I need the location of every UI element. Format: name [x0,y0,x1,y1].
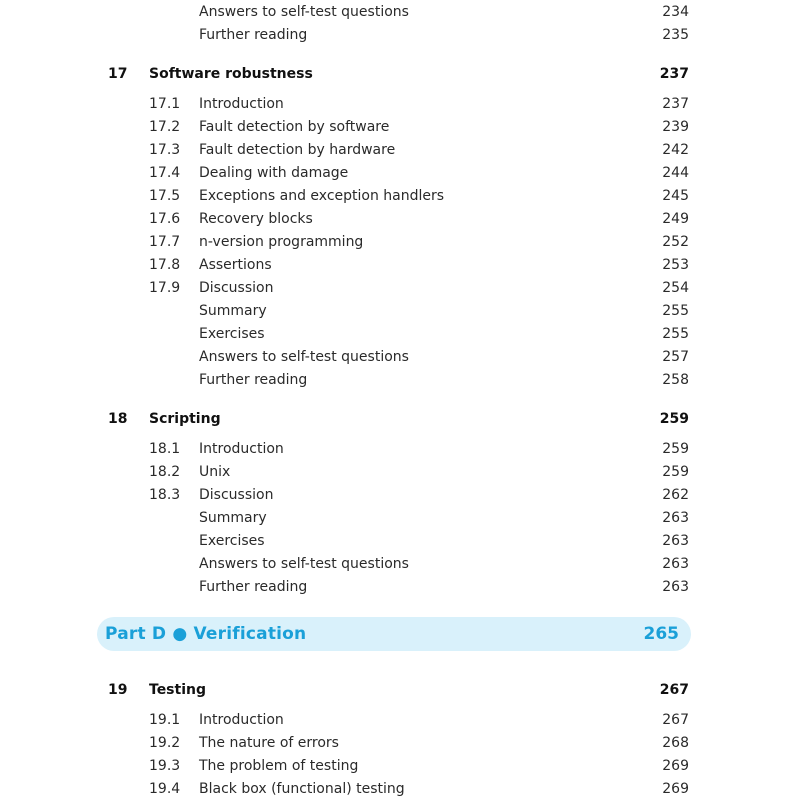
section-title: Summary [199,303,267,319]
section-title: Answers to self-test questions [199,556,409,572]
chapter-number: 17 [108,66,128,82]
section-title: Black box (functional) testing [199,781,405,797]
section-number: 19.2 [149,735,181,751]
entry-page: 234 [662,4,689,20]
section-number: 17.5 [149,188,181,204]
section-number: 17.2 [149,119,181,135]
section-number: 19.4 [149,781,181,797]
section-number: 17.6 [149,211,181,227]
section-entry [0,185,800,207]
section-entry [0,162,800,184]
section-page: 259 [662,441,689,457]
section-entry [0,116,800,138]
section-page: 242 [662,142,689,158]
section-title: Introduction [199,96,284,112]
section-title: Introduction [199,441,284,457]
section-entry [0,346,800,368]
part-page: 265 [643,624,679,644]
section-entry [0,553,800,575]
chapter-title: Software robustness [149,66,313,82]
section-number: 17.7 [149,234,181,250]
section-entry [0,323,800,345]
section-title: Discussion [199,280,274,296]
section-title: Discussion [199,487,274,503]
section-title: Exercises [199,326,265,342]
entry-title: Answers to self-test questions [199,4,409,20]
section-page: 237 [662,96,689,112]
entry-title: Further reading [199,27,308,43]
chapter-number: 18 [108,411,128,427]
section-page: 263 [662,556,689,572]
section-page: 239 [662,119,689,135]
section-title: The nature of errors [199,735,339,751]
section-title: Assertions [199,257,272,273]
section-number: 17.3 [149,142,181,158]
section-entry [0,461,800,483]
section-page: 268 [662,735,689,751]
section-title: Dealing with damage [199,165,349,181]
section-number: 18.2 [149,464,181,480]
chapter-title: Scripting [149,411,221,427]
section-entry [0,507,800,529]
chapter-heading-18 [0,408,800,430]
section-title: Unix [199,464,231,480]
section-entry [0,231,800,253]
section-title: Summary [199,510,267,526]
section-page: 253 [662,257,689,273]
section-number: 18.3 [149,487,181,503]
section-entry [0,369,800,391]
section-title: Answers to self-test questions [199,349,409,365]
chapter-page: 259 [659,411,689,427]
section-title: Introduction [199,712,284,728]
section-title: Fault detection by hardware [199,142,396,158]
section-entry [0,576,800,598]
section-page: 245 [662,188,689,204]
section-title: Fault detection by software [199,119,390,135]
section-page: 254 [662,280,689,296]
section-page: 263 [662,533,689,549]
section-title: Exceptions and exception handlers [199,188,445,204]
section-title: Exercises [199,533,265,549]
section-entry [0,139,800,161]
section-page: 263 [662,510,689,526]
toc-entry [0,24,800,46]
section-entry [0,709,800,731]
section-entry [0,438,800,460]
section-entry [0,93,800,115]
chapter-number: 19 [108,682,128,698]
section-page: 259 [662,464,689,480]
section-entry [0,778,800,800]
chapter-heading-17 [0,63,800,85]
part-title: Part D ● Verification [105,624,307,644]
section-number: 19.3 [149,758,181,774]
section-entry [0,530,800,552]
section-title: Further reading [199,579,308,595]
toc-entry [0,1,800,23]
section-entry [0,755,800,777]
section-number: 17.9 [149,280,181,296]
section-entry [0,484,800,506]
section-page: 262 [662,487,689,503]
section-entry [0,277,800,299]
section-number: 17.8 [149,257,181,273]
section-page: 255 [662,303,689,319]
section-title: Further reading [199,372,308,388]
section-title: Recovery blocks [199,211,313,227]
section-number: 19.1 [149,712,181,728]
chapter-page: 237 [659,66,689,82]
section-page: 269 [662,781,689,797]
section-page: 249 [662,211,689,227]
chapter-heading-19 [0,679,800,701]
section-page: 252 [662,234,689,250]
section-page: 258 [662,372,689,388]
part-banner [97,617,691,651]
section-page: 255 [662,326,689,342]
section-page: 267 [662,712,689,728]
section-entry [0,208,800,230]
section-title: The problem of testing [199,758,359,774]
section-entry [0,254,800,276]
section-entry [0,732,800,754]
entry-page: 235 [662,27,689,43]
section-page: 269 [662,758,689,774]
chapter-title: Testing [149,682,206,698]
section-page: 257 [662,349,689,365]
section-number: 17.1 [149,96,181,112]
section-title: n-version programming [199,234,364,250]
section-number: 17.4 [149,165,181,181]
section-page: 263 [662,579,689,595]
section-page: 244 [662,165,689,181]
section-number: 18.1 [149,441,181,457]
chapter-page: 267 [659,682,689,698]
section-entry [0,300,800,322]
